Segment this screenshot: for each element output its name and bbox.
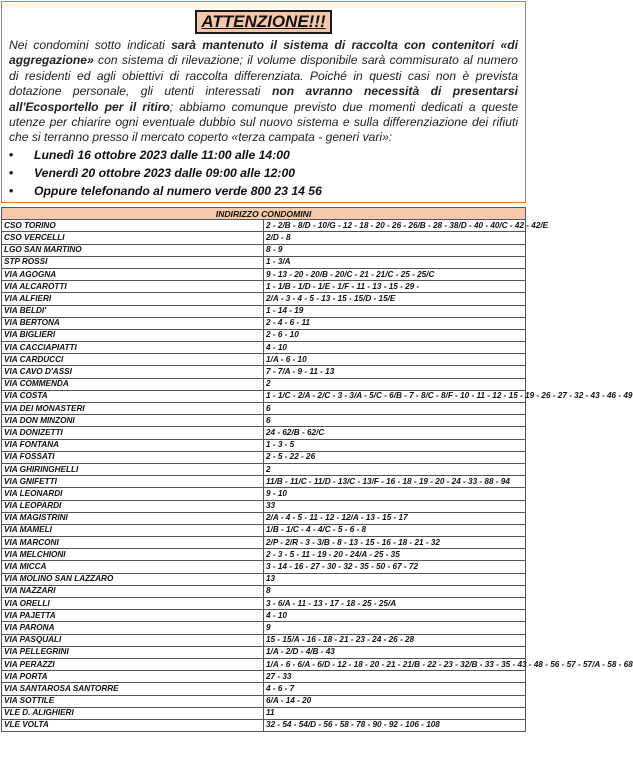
- street-name-cell: VIA SANTAROSA SANTORRE: [2, 683, 264, 695]
- bullet-icon: •: [9, 165, 14, 180]
- house-numbers-cell: 1/A - 6 - 6/A - 6/D - 12 - 18 - 20 - 21 - 21/B - 22 - 23 - 32/B - 33 - 35 - 43 - 48 - 56 - 57 - 57/A - 58 - 68: [264, 658, 526, 670]
- schedule-item: [9, 182, 525, 200]
- table-header-row: [2, 208, 526, 220]
- table-row: [2, 342, 526, 354]
- street-name-cell: VIA LEOPARDI: [2, 500, 264, 512]
- table-row: [2, 658, 526, 670]
- street-name-cell: VIA MELCHIONI: [2, 549, 264, 561]
- street-name-cell: VIA BELDI': [2, 305, 264, 317]
- house-numbers-cell: 2 - 2/B - 8/D - 10/G - 12 - 18 - 20 - 26 - 26/B - 28 - 38/D - 40 - 40/C - 42 - 42/E: [264, 220, 526, 232]
- table-row: [2, 256, 526, 268]
- table-row: [2, 390, 526, 402]
- table-row: [2, 610, 526, 622]
- table-row: [2, 415, 526, 427]
- schedule-text: Lunedì 16 ottobre 2023 dalle 11:00 alle 14:00: [34, 147, 290, 162]
- street-name-cell: LGO SAN MARTINO: [2, 244, 264, 256]
- house-numbers-cell: 6: [264, 415, 526, 427]
- table-row: [2, 476, 526, 488]
- street-name-cell: VIA FOSSATI: [2, 451, 264, 463]
- street-name-cell: VIA GNIFETTI: [2, 476, 264, 488]
- street-name-cell: VIA MARCONI: [2, 537, 264, 549]
- house-numbers-cell: 6: [264, 403, 526, 415]
- notice-box: [1, 1, 526, 203]
- house-numbers-cell: 27 - 33: [264, 671, 526, 683]
- street-name-cell: VIA FONTANA: [2, 439, 264, 451]
- bullet-icon: •: [9, 183, 14, 198]
- table-row: [2, 524, 526, 536]
- schedule-text: Venerdì 20 ottobre 2023 dalle 09:00 alle 12:00: [34, 165, 296, 180]
- street-name-cell: VIA LEONARDI: [2, 488, 264, 500]
- table-row: [2, 427, 526, 439]
- street-name-cell: VIA BIGLIERI: [2, 329, 264, 341]
- table-row: [2, 512, 526, 524]
- table-row: [2, 488, 526, 500]
- street-name-cell: VIA SOTTILE: [2, 695, 264, 707]
- table-row: [2, 354, 526, 366]
- house-numbers-cell: 2/P - 2/R - 3 - 3/B - 8 - 13 - 15 - 16 - 18 - 21 - 32: [264, 537, 526, 549]
- house-numbers-cell: 15 - 15/A - 16 - 18 - 21 - 23 - 24 - 26 - 28: [264, 634, 526, 646]
- street-name-cell: VLE VOLTA: [2, 719, 264, 731]
- table-row: [2, 646, 526, 658]
- table-row: [2, 549, 526, 561]
- house-numbers-cell: 7 - 7/A - 9 - 11 - 13: [264, 366, 526, 378]
- house-numbers-cell: 2: [264, 463, 526, 475]
- house-numbers-cell: 2 - 5 - 22 - 26: [264, 451, 526, 463]
- street-name-cell: VIA ORELLI: [2, 598, 264, 610]
- house-numbers-cell: 8 - 9: [264, 244, 526, 256]
- table-row: [2, 451, 526, 463]
- house-numbers-cell: 1 - 14 - 19: [264, 305, 526, 317]
- schedule-item: [9, 146, 525, 164]
- house-numbers-cell: 9 - 10: [264, 488, 526, 500]
- house-numbers-cell: 4 - 6 - 7: [264, 683, 526, 695]
- house-numbers-cell: 2/A - 3 - 4 - 5 - 13 - 15 - 15/D - 15/E: [264, 293, 526, 305]
- notice-text-2: con sistema di rilevazione; il volume disponibile sarà commisurato al numero di residenti ed agli obiettivi di raccolta differenziata. Poiché in questi casi non è prevista dotazione personale, gli utenti interessati: [9, 53, 518, 99]
- table-row: [2, 305, 526, 317]
- house-numbers-cell: 2/A - 4 - 5 - 11 - 12 - 12/A - 13 - 15 - 17: [264, 512, 526, 524]
- table-row: [2, 707, 526, 719]
- table-row: [2, 463, 526, 475]
- table-row: [2, 573, 526, 585]
- house-numbers-cell: 2/D - 8: [264, 232, 526, 244]
- house-numbers-cell: 11: [264, 707, 526, 719]
- street-name-cell: VIA MAMELI: [2, 524, 264, 536]
- table-row: [2, 403, 526, 415]
- street-name-cell: VIA DONIZETTI: [2, 427, 264, 439]
- house-numbers-cell: 13: [264, 573, 526, 585]
- house-numbers-cell: 3 - 6/A - 11 - 13 - 17 - 18 - 25 - 25/A: [264, 598, 526, 610]
- table-row: [2, 671, 526, 683]
- house-numbers-cell: 32 - 54 - 54/D - 56 - 58 - 78 - 90 - 92 - 106 - 108: [264, 719, 526, 731]
- notice-text-1: Nei condomini sotto indicati: [9, 38, 172, 52]
- house-numbers-cell: 24 - 62/B - 62/C: [264, 427, 526, 439]
- street-name-cell: VIA CACCIAPIATTI: [2, 342, 264, 354]
- table-row: [2, 281, 526, 293]
- house-numbers-cell: 6/A - 14 - 20: [264, 695, 526, 707]
- street-name-cell: VIA PELLEGRINI: [2, 646, 264, 658]
- street-name-cell: VIA DEI MONASTERI: [2, 403, 264, 415]
- house-numbers-cell: 9 - 13 - 20 - 20/B - 20/C - 21 - 21/C - 25 - 25/C: [264, 268, 526, 280]
- house-numbers-cell: 1/B - 1/C - 4 - 4/C - 5 - 6 - 8: [264, 524, 526, 536]
- street-name-cell: VIA PARONA: [2, 622, 264, 634]
- table-row: [2, 719, 526, 731]
- street-name-cell: VIA MAGISTRINI: [2, 512, 264, 524]
- street-name-cell: VIA PORTA: [2, 671, 264, 683]
- table-row: [2, 329, 526, 341]
- notice-text-3: ; abbiamo comunque previsto due momenti dedicati a queste utenze per chiarire ogni eventuale dubbio sul nuovo sistema e sulla differenziazione dei rifiuti che si terranno presso il mercato coperto «terza campata - generi vari»:: [9, 99, 518, 145]
- table-body: [2, 220, 633, 732]
- house-numbers-cell: 1 - 3 - 5: [264, 439, 526, 451]
- street-name-cell: VIA BERTONA: [2, 317, 264, 329]
- table-row: [2, 634, 526, 646]
- house-numbers-cell: 1 - 1/C - 2/A - 2/C - 3 - 3/A - 5/C - 6/B - 7 - 8/C - 8/F - 10 - 11 - 12 - 15 - 19 - 26 - 27 - 32 - 43 - 46 - 49: [264, 390, 526, 402]
- table-row: [2, 537, 526, 549]
- table-row: [2, 683, 526, 695]
- schedule-text: Oppure telefonando al numero verde 800 23 14 56: [34, 183, 322, 198]
- street-name-cell: CSO TORINO: [2, 220, 264, 232]
- street-name-cell: CSO VERCELLI: [2, 232, 264, 244]
- notice-paragraph: [9, 38, 518, 146]
- street-name-cell: VLE D. ALIGHIERI: [2, 707, 264, 719]
- table-row: [2, 293, 526, 305]
- street-name-cell: VIA MICCA: [2, 561, 264, 573]
- notice-emphasis-2: non avranno necessità di presentarsi all'Ecosportello per il ritiro: [9, 84, 519, 114]
- house-numbers-cell: 3 - 14 - 16 - 27 - 30 - 32 - 35 - 50 - 67 - 72: [264, 561, 526, 573]
- street-name-cell: VIA PAJETTA: [2, 610, 264, 622]
- street-name-cell: VIA PERAZZI: [2, 658, 264, 670]
- house-numbers-cell: 4 - 10: [264, 610, 526, 622]
- table-row: [2, 500, 526, 512]
- house-numbers-cell: 1/A - 6 - 10: [264, 354, 526, 366]
- table-row: [2, 220, 526, 232]
- street-name-cell: VIA AGOGNA: [2, 268, 264, 280]
- street-name-cell: VIA MOLINO SAN LAZZARO: [2, 573, 264, 585]
- street-name-cell: STP ROSSI: [2, 256, 264, 268]
- table-row: [2, 366, 526, 378]
- bullet-icon: •: [9, 147, 14, 162]
- house-numbers-cell: 2 - 3 - 5 - 11 - 19 - 20 - 24/A - 25 - 35: [264, 549, 526, 561]
- house-numbers-cell: 33: [264, 500, 526, 512]
- table-row: [2, 439, 526, 451]
- street-name-cell: VIA COMMENDA: [2, 378, 264, 390]
- house-numbers-cell: 2 - 6 - 10: [264, 329, 526, 341]
- house-numbers-cell: 1 - 1/B - 1/D - 1/E - 1/F - 11 - 13 - 15 - 29 -: [264, 281, 526, 293]
- schedule-list: [2, 146, 525, 200]
- table-row: [2, 598, 526, 610]
- house-numbers-cell: 8: [264, 585, 526, 597]
- table-row: [2, 244, 526, 256]
- table-row: [2, 378, 526, 390]
- street-name-cell: VIA GHIRINGHELLI: [2, 463, 264, 475]
- house-numbers-cell: 1/A - 2/D - 4/B - 43: [264, 646, 526, 658]
- table-row: [2, 268, 526, 280]
- table-row: [2, 695, 526, 707]
- street-name-cell: VIA DON MINZONI: [2, 415, 264, 427]
- street-name-cell: VIA COSTA: [2, 390, 264, 402]
- table-row: [2, 232, 526, 244]
- house-numbers-cell: 1 - 3/A: [264, 256, 526, 268]
- street-name-cell: VIA ALFIERI: [2, 293, 264, 305]
- table-header: INDIRIZZO CONDOMINI: [2, 208, 526, 220]
- house-numbers-cell: 9: [264, 622, 526, 634]
- house-numbers-cell: 2: [264, 378, 526, 390]
- house-numbers-cell: 11/B - 11/C - 11/D - 13/C - 13/F - 16 - 18 - 19 - 20 - 24 - 33 - 88 - 94: [264, 476, 526, 488]
- house-numbers-cell: 2 - 4 - 6 - 11: [264, 317, 526, 329]
- street-name-cell: VIA CARDUCCI: [2, 354, 264, 366]
- table-row: [2, 561, 526, 573]
- street-name-cell: VIA PASQUALI: [2, 634, 264, 646]
- street-name-cell: VIA NAZZARI: [2, 585, 264, 597]
- condomini-table: [1, 207, 633, 732]
- table-row: [2, 317, 526, 329]
- street-name-cell: VIA CAVO D'ASSI: [2, 366, 264, 378]
- schedule-item: [9, 164, 525, 182]
- notice-title: ATTENZIONE!!!: [195, 10, 331, 34]
- table-row: [2, 622, 526, 634]
- house-numbers-cell: 4 - 10: [264, 342, 526, 354]
- table-row: [2, 585, 526, 597]
- street-name-cell: VIA ALCAROTTI: [2, 281, 264, 293]
- notice-emphasis-1: sarà mantenuto il sistema di raccolta con contenitori «di aggregazione»: [9, 38, 518, 68]
